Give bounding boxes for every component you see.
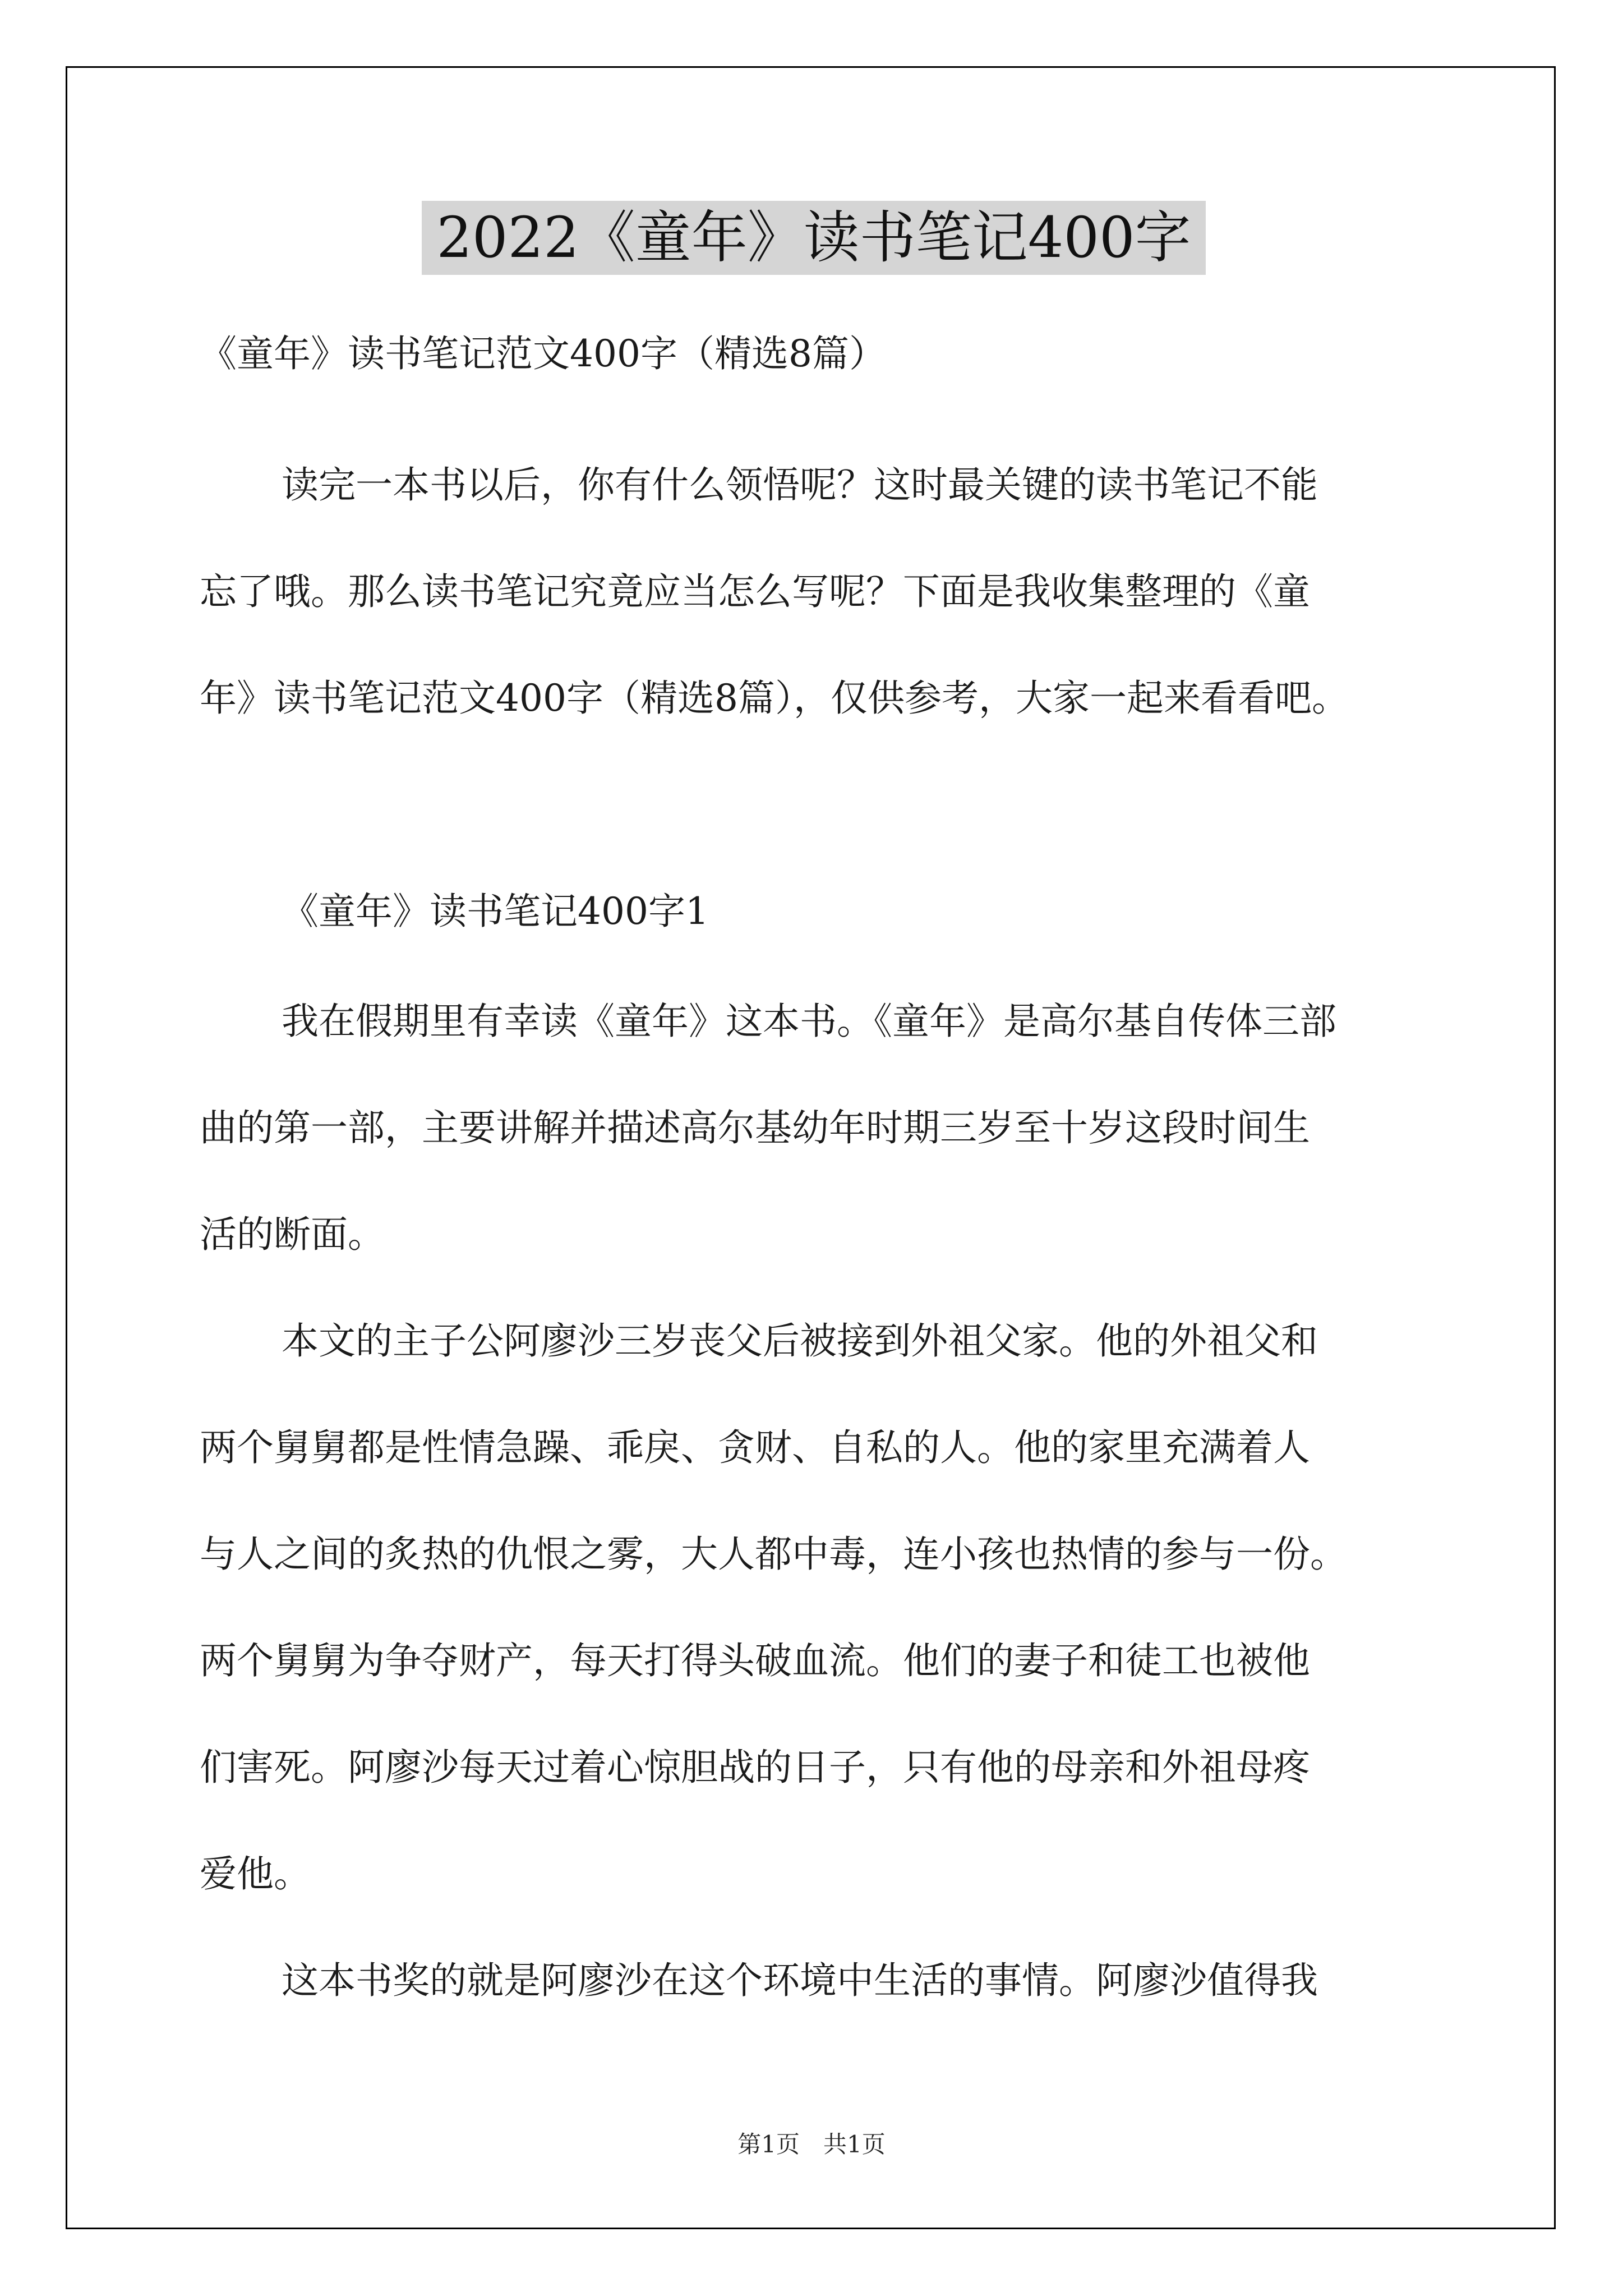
paragraph-line: 两个舅舅为争夺财产，每天打得头破血流。他们的妻子和徒工也被他 <box>200 1639 1310 1682</box>
paragraph-line: 曲的第一部，主要讲解并描述高尔基幼年时期三岁至十岁这段时间生 <box>200 1106 1310 1149</box>
paragraph-line: 两个舅舅都是性情急躁、乖戾、贪财、自私的人。他的家里充满着人 <box>200 1426 1310 1469</box>
paragraph-line: 与人之间的炙热的仇恨之雾，大人都中毒，连小孩也热情的参与一份。 <box>200 1533 1347 1576</box>
document-title: 2022《童年》读书笔记400字 <box>422 201 1206 275</box>
paragraph-line: 活的断面。 <box>200 1213 385 1256</box>
intro-line: 年》读书笔记范文400字（精选8篇），仅供参考，大家一起来看看吧。 <box>200 677 1349 720</box>
paragraph-line: 本文的主子公阿廖沙三岁丧父后被接到外祖父家。他的外祖父和 <box>282 1319 1318 1363</box>
paragraph-line: 爱他。 <box>200 1852 311 1895</box>
paragraph-line: 这本书奖的就是阿廖沙在这个环境中生活的事情。阿廖沙值得我 <box>282 1959 1318 2002</box>
intro-line: 忘了哦。那么读书笔记究竟应当怎么写呢？下面是我收集整理的《童 <box>200 570 1310 613</box>
paragraph-line: 我在假期里有幸读《童年》这本书。《童年》是高尔基自传体三部 <box>282 1000 1336 1043</box>
page-number-footer: 第1页 共1页 <box>737 2131 886 2158</box>
intro-line: 读完一本书以后，你有什么领悟呢？这时最关键的读书笔记不能 <box>282 463 1318 507</box>
paragraph-line: 们害死。阿廖沙每天过着心惊胆战的日子，只有他的母亲和外祖母疼 <box>200 1746 1310 1789</box>
document-subtitle: 《童年》读书笔记范文400字（精选8篇） <box>200 332 886 375</box>
section-heading: 《童年》读书笔记400字1 <box>282 890 709 933</box>
